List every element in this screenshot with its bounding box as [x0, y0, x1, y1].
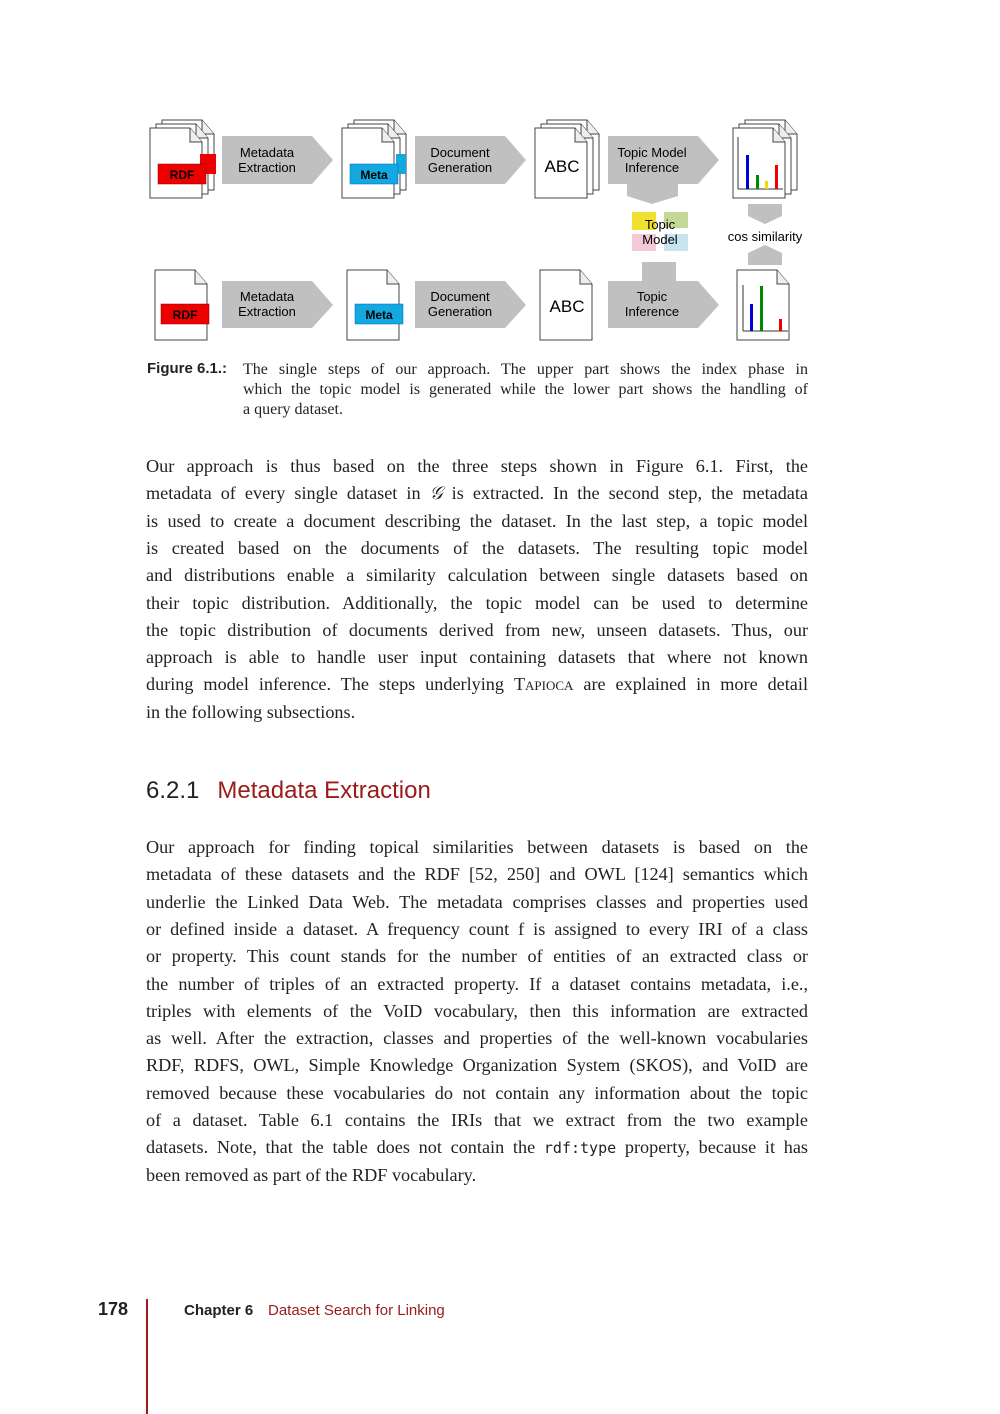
text-segment: metadata of every single dataset in — [146, 483, 430, 504]
text-segment: approach is able to handle user input containing datasets that where not known — [146, 647, 808, 668]
query-topic-distribution — [737, 270, 789, 340]
text-segment: is extracted. In the second step, the metadata — [442, 483, 808, 504]
text-line — [146, 590, 808, 617]
figure-caption-line: a query dataset. — [243, 401, 343, 418]
cos-similarity-label: cos similarity — [727, 229, 803, 244]
abc-query-document — [540, 270, 592, 340]
text-segment: in the following subsections. — [146, 701, 356, 722]
text-segment: underlie the Linked Data Web. The metadata comprises classes and properties used — [146, 891, 808, 912]
text-line — [146, 617, 808, 644]
arrow-document-generation — [415, 136, 526, 184]
text-segment: metadata of these datasets and the RDF [52, 250] and OWL [124] semantics which — [146, 864, 808, 885]
text-line — [146, 508, 808, 535]
section-title: Metadata Extraction — [217, 777, 431, 804]
text-segment: Tapioca — [513, 674, 574, 695]
figure-caption-line: The single steps of our approach. The upper part shows the index phase in — [243, 361, 808, 378]
page-number: 178 — [98, 1299, 129, 1319]
svg-text:Topic Model: Topic Model — [617, 145, 687, 160]
svg-text:Document: Document — [430, 289, 490, 304]
arrow-metadata-extraction-query — [222, 281, 333, 328]
text-line — [146, 535, 808, 562]
text-segment: property, because it has — [616, 1137, 809, 1158]
text-line — [146, 480, 808, 507]
text-segment: been removed as part of the RDF vocabulary. — [146, 1164, 477, 1185]
text-line — [146, 562, 808, 589]
footer-divider — [146, 1299, 148, 1414]
chapter-title: Dataset Search for Linking — [268, 1302, 445, 1319]
svg-text:Generation: Generation — [427, 304, 493, 319]
text-segment: is used to create a document describing the dataset. In the last step, a topic model — [146, 510, 808, 531]
svg-text:Meta: Meta — [365, 308, 393, 322]
text-line — [146, 1134, 808, 1162]
text-line — [146, 943, 808, 970]
svg-text:Document: Document — [430, 145, 490, 160]
svg-text:Inference: Inference — [624, 160, 680, 175]
svg-text:ABC: ABC — [549, 297, 585, 316]
svg-text:Inference: Inference — [624, 304, 680, 319]
text-line — [146, 1080, 808, 1107]
arrow-down — [748, 204, 782, 224]
text-line — [146, 644, 808, 671]
abc-document-stack — [535, 120, 599, 198]
text-line — [146, 971, 808, 998]
svg-text:RDF: RDF — [169, 168, 195, 182]
text-segment: the number of triples of an extracted property. If a dataset contains metadata, i.e., — [146, 973, 808, 994]
svg-text:Metadata: Metadata — [239, 289, 295, 304]
text-segment: and distributions enable a similarity calculation between single datasets based on — [146, 565, 808, 586]
arrow-topic-model-inference — [608, 136, 719, 204]
topic-model-icon — [632, 212, 688, 251]
figure-caption-line: which the topic model is generated while the lower part shows the handling of — [243, 381, 808, 398]
text-line — [146, 1052, 808, 1079]
chapter-label: Chapter 6 — [184, 1302, 254, 1319]
text-segment: is created based on the documents of the datasets. The resulting topic model — [146, 537, 808, 558]
text-segment: during model inference. The steps underlying — [146, 674, 514, 695]
svg-text:ABC: ABC — [544, 157, 580, 176]
svg-text:Topic: Topic — [644, 217, 676, 232]
svg-text:Generation: Generation — [427, 160, 493, 175]
text-line — [146, 834, 808, 861]
section-heading — [146, 777, 431, 805]
text-line — [146, 861, 808, 888]
figure-caption-label: Figure 6.1.: — [147, 360, 228, 377]
svg-text:Meta: Meta — [360, 168, 388, 182]
text-line — [146, 1162, 808, 1189]
svg-text:Metadata: Metadata — [239, 145, 295, 160]
text-segment: or defined inside a dataset. A frequency count f is assigned to every IRI of a class — [146, 918, 808, 939]
topic-distribution-stack — [733, 120, 797, 198]
text-segment: as well. After the extraction, classes and properties of the well-known vocabularies — [146, 1028, 808, 1049]
meta-query-document — [347, 270, 403, 340]
section-number: 6.2.1 — [146, 777, 200, 804]
svg-text:Extraction: Extraction — [238, 160, 296, 175]
text-line — [146, 671, 808, 698]
text-line — [146, 889, 808, 916]
arrow-topic-inference — [608, 262, 719, 328]
text-segment: rdf:type — [543, 1139, 617, 1158]
text-segment: 𝒢 — [429, 483, 443, 504]
text-line — [146, 998, 808, 1025]
svg-text:Model: Model — [642, 232, 678, 247]
approach-diagram — [0, 0, 1000, 350]
text-line — [146, 699, 808, 726]
text-segment: datasets. Note, that the table does not contain the — [146, 1137, 544, 1158]
text-segment: RDF, RDFS, OWL, Simple Knowledge Organization System (SKOS), and VoID are — [146, 1055, 808, 1076]
text-segment: or property. This count stands for the number of entities of an extracted class or — [146, 946, 808, 967]
text-segment: the topic distribution of documents derived from new, unseen datasets. Thus, our — [146, 619, 808, 640]
text-line — [146, 1025, 808, 1052]
arrow-up — [748, 245, 782, 265]
svg-text:RDF: RDF — [172, 308, 198, 322]
arrow-document-generation-query — [415, 281, 526, 328]
meta-document-stack — [342, 120, 406, 198]
text-segment: are explained in more detail — [573, 674, 808, 695]
text-segment: removed because these vocabularies do not contain any information about the topic — [146, 1082, 808, 1103]
text-line — [146, 916, 808, 943]
arrow-metadata-extraction — [222, 136, 333, 184]
text-segment: triples with elements of the VoID vocabulary, then this information are extracted — [146, 1000, 808, 1021]
rdf-document-stack — [150, 120, 216, 198]
text-segment: Our approach for finding topical similarities between datasets is based on the — [146, 837, 808, 857]
svg-text:Extraction: Extraction — [238, 304, 296, 319]
text-line — [146, 1107, 808, 1134]
text-line — [146, 453, 808, 480]
svg-text:Topic: Topic — [636, 289, 668, 304]
rdf-query-document — [155, 270, 209, 340]
text-segment: Our approach is thus based on the three steps shown in Figure 6.1. First, the — [146, 456, 808, 476]
text-segment: their topic distribution. Additionally, the topic model can be used to determine — [146, 592, 808, 613]
text-segment: of a dataset. Table 6.1 contains the IRIs that we extract from the two example — [146, 1110, 808, 1130]
